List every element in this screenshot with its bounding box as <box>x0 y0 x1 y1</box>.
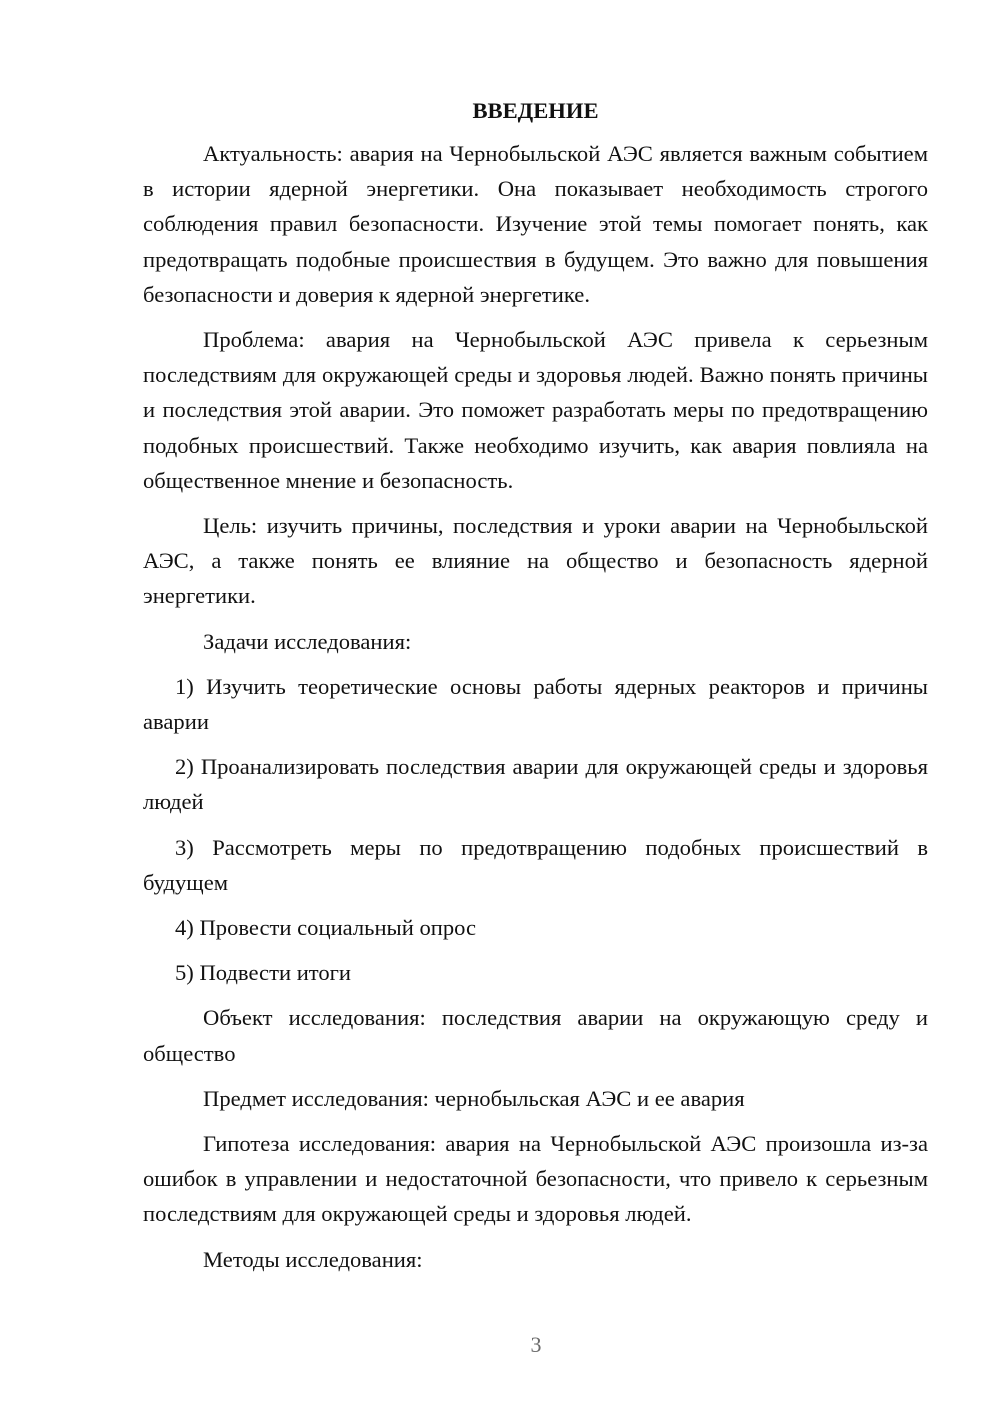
hypothesis-paragraph: Гипотеза исследования: авария на Чернобыльской АЭС произошла из-за ошибок в управлении и недостаточной безопасности, что привело к серьезным последствиям для окружающей среды и здоровья людей. <box>143 1131 928 1227</box>
page-title: ВВЕДЕНИЕ <box>472 98 599 123</box>
relevance-paragraph: Актуальность: авария на Чернобыльской АЭС является важным событием в истории ядерной энергетики. Она показывает необходимость строгого соблюдения правил безопасности. Изучение этой темы помогает понять, как предотвращать подобные происшествия в будущем. Это важно для повышения безопасности и доверия к ядерной энергетике. <box>143 141 928 307</box>
page-content <box>143 96 928 1287</box>
task-item-3: 3) Рассмотреть меры по предотвращению подобных происшествий в будущем <box>143 834 928 895</box>
research-subject-paragraph: Предмет исследования: чернобыльская АЭС и ее авария <box>203 1085 745 1111</box>
goal-paragraph: Цель: изучить причины, последствия и уроки аварии на Чернобыльской АЭС, а также понять ее влияние на общество и безопасность ядерной энергетики. <box>143 513 928 609</box>
problem-paragraph: Проблема: авария на Чернобыльской АЭС привела к серьезным последствиям для окружающей среды и здоровья людей. Важно понять причины и последствия этой аварии. Это поможет разработать меры по предотвращению подобных происшествий. Также необходимо изучить, как авария повлияла на общественное мнение и безопасность. <box>143 327 928 493</box>
research-object-paragraph: Объект исследования: последствия аварии на окружающую среду и общество <box>143 1005 928 1066</box>
task-item-1: 1) Изучить теоретические основы работы ядерных реакторов и причины аварии <box>143 673 928 735</box>
tasks-heading: Задачи исследования: <box>203 628 412 654</box>
task-item-4: 4) Провести социальный опрос <box>175 915 477 941</box>
page-number: 3 <box>530 1332 542 1357</box>
task-item-5: 5) Подвести итоги <box>175 960 352 986</box>
task-item-2: 2) Проанализировать последствия аварии для окружающей среды и здоровья людей <box>143 754 928 815</box>
methods-heading: Методы исследования: <box>203 1246 423 1272</box>
